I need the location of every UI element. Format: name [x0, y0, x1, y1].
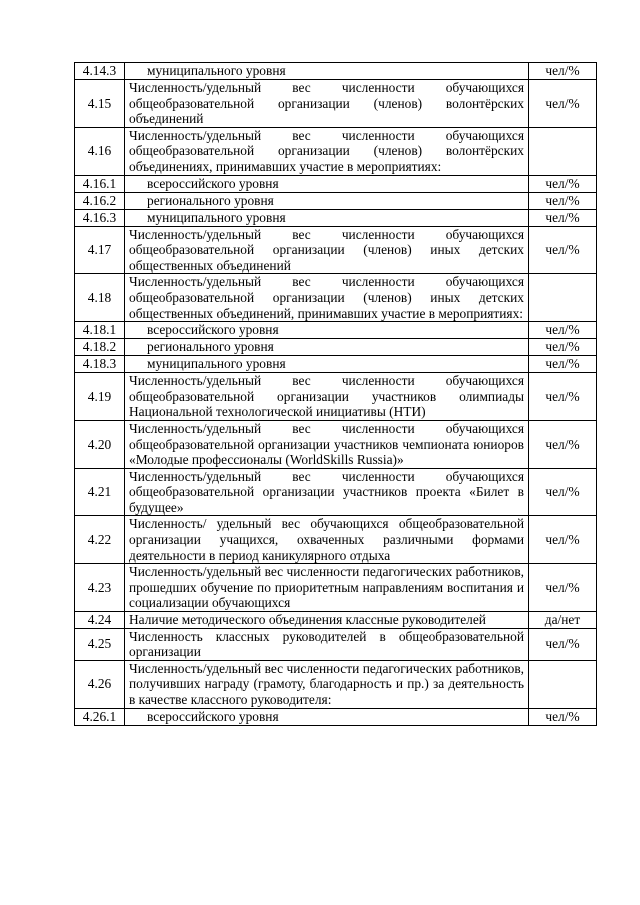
table-row [75, 516, 597, 564]
row-unit: чел/% [529, 80, 597, 128]
row-text: муниципального уровня [125, 63, 529, 80]
row-text: регионального уровня [125, 339, 529, 356]
row-number: 4.17 [75, 226, 125, 274]
row-number: 4.26 [75, 660, 125, 708]
row-number: 4.21 [75, 468, 125, 516]
row-number: 4.26.1 [75, 708, 125, 725]
row-number: 4.14.3 [75, 63, 125, 80]
row-text: всероссийского уровня [125, 175, 529, 192]
row-number: 4.16.3 [75, 209, 125, 226]
row-unit: чел/% [529, 192, 597, 209]
row-text: Численность/удельный вес численности педагогических работников, получивших награду (грамоту, благодарность и пр.) за деятельность в качестве классного руководителя: [125, 660, 529, 708]
table-row [75, 209, 597, 226]
table-row [75, 468, 597, 516]
row-unit [529, 127, 597, 175]
table-row [75, 339, 597, 356]
table-row [75, 708, 597, 725]
table-row [75, 612, 597, 629]
table-row [75, 226, 597, 274]
row-text: Численность/удельный вес численности обучающихся общеобразовательной организации участников чемпионата юниоров «Молодые профессионалы (WorldSkills Russia)» [125, 420, 529, 468]
row-text: Численность/удельный вес численности обучающихся общеобразовательной организации (членов) волонтёрских объединений [125, 80, 529, 128]
row-number: 4.18.3 [75, 356, 125, 373]
table-row [75, 175, 597, 192]
row-unit: чел/% [529, 708, 597, 725]
table-row [75, 373, 597, 421]
row-unit: чел/% [529, 63, 597, 80]
row-unit: чел/% [529, 516, 597, 564]
row-text: Наличие методического объединения классные руководителей [125, 612, 529, 629]
row-unit: чел/% [529, 322, 597, 339]
row-number: 4.25 [75, 628, 125, 660]
row-text: Численность/удельный вес численности обучающихся общеобразовательной организации (членов) иных детских общественных объединений, принимавших участие в мероприятиях: [125, 274, 529, 322]
row-number: 4.15 [75, 80, 125, 128]
row-text: регионального уровня [125, 192, 529, 209]
row-text: Численность/удельный вес численности обучающихся общеобразовательной организации (членов) иных детских общественных объединений [125, 226, 529, 274]
table-row [75, 564, 597, 612]
row-number: 4.20 [75, 420, 125, 468]
row-unit: чел/% [529, 373, 597, 421]
row-unit: чел/% [529, 356, 597, 373]
row-unit: чел/% [529, 564, 597, 612]
row-number: 4.18 [75, 274, 125, 322]
row-number: 4.18.1 [75, 322, 125, 339]
row-number: 4.16.2 [75, 192, 125, 209]
row-number: 4.16 [75, 127, 125, 175]
row-unit: чел/% [529, 209, 597, 226]
row-number: 4.19 [75, 373, 125, 421]
table-row [75, 322, 597, 339]
table-row [75, 63, 597, 80]
row-number: 4.22 [75, 516, 125, 564]
row-text: Численность классных руководителей в общеобразовательной организации [125, 628, 529, 660]
row-unit: чел/% [529, 420, 597, 468]
table-row [75, 356, 597, 373]
row-unit: да/нет [529, 612, 597, 629]
table-row [75, 660, 597, 708]
indicators-sheet [74, 62, 596, 726]
row-unit [529, 660, 597, 708]
row-text: всероссийского уровня [125, 322, 529, 339]
row-text: Численность/ удельный вес обучающихся общеобразовательной организации учащихся, охваченных различными формами деятельности в период каникулярного отдыха [125, 516, 529, 564]
row-unit: чел/% [529, 175, 597, 192]
table-row [75, 274, 597, 322]
row-number: 4.18.2 [75, 339, 125, 356]
table-row [75, 420, 597, 468]
row-text: муниципального уровня [125, 209, 529, 226]
table-row [75, 80, 597, 128]
row-number: 4.23 [75, 564, 125, 612]
row-text: Численность/удельный вес численности обучающихся общеобразовательной организации участников проекта «Билет в будущее» [125, 468, 529, 516]
row-number: 4.24 [75, 612, 125, 629]
row-unit: чел/% [529, 628, 597, 660]
row-text: Численность/удельный вес численности обучающихся общеобразовательной организации участников олимпиады Национальной технологической инициативы (НТИ) [125, 373, 529, 421]
table-row [75, 628, 597, 660]
row-text: Численность/удельный вес численности педагогических работников, прошедших обучение по приоритетным направлениям воспитания и социализации обучающихся [125, 564, 529, 612]
row-unit: чел/% [529, 339, 597, 356]
row-text: всероссийского уровня [125, 708, 529, 725]
row-text: муниципального уровня [125, 356, 529, 373]
row-unit: чел/% [529, 226, 597, 274]
table-row [75, 127, 597, 175]
row-text: Численность/удельный вес численности обучающихся общеобразовательной организации (членов) волонтёрских объединениях, принимавших участие в мероприятиях: [125, 127, 529, 175]
row-unit [529, 274, 597, 322]
indicators-table-body [75, 63, 597, 726]
table-row [75, 192, 597, 209]
row-number: 4.16.1 [75, 175, 125, 192]
indicators-table [74, 62, 597, 726]
row-unit: чел/% [529, 468, 597, 516]
